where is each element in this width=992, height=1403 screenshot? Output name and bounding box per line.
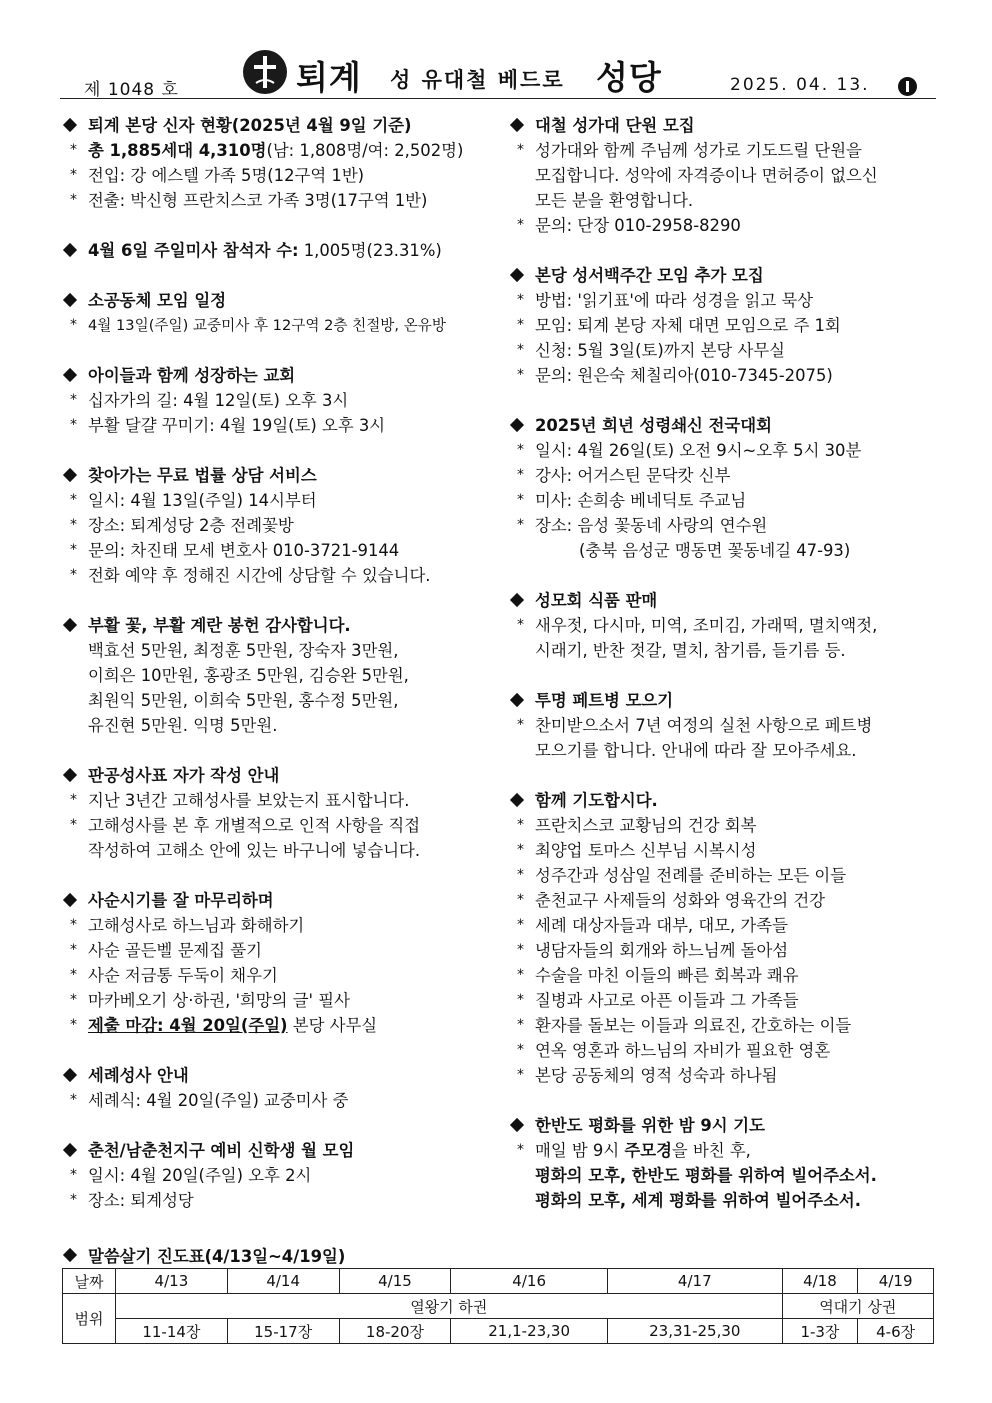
diamond-bullet-icon [510, 793, 524, 807]
list-item: 세례식: 4월 20일(주일) 교중미사 중 [88, 1091, 349, 1110]
list-item: 문의: 단장 010-2958-8290 [535, 216, 741, 235]
diamond-bullet-icon [510, 593, 524, 607]
date-cell: 4/15 [339, 1269, 451, 1294]
section-title: 투명 페트병 모으기 [535, 691, 674, 710]
prayer-item: 질병과 사고로 아픈 이들과 그 가족들 [535, 991, 799, 1010]
section-lent: 사순시기를 잘 마무리하며 * 고해성사로 하느님과 화해하기 * 사순 골든벨 문제집 풀기 * 사순 저금통 두둑이 채우기 * 마카베오기 상·하권, '희망의 글' 필사 * 제출 마감: 4월 20일(주일) 본당 사무실 [62, 888, 502, 1038]
section-title: 성모회 식품 판매 [535, 591, 658, 610]
prayer-intro-end: 을 바친 후, [671, 1141, 751, 1160]
attendance-value: 1,005명(23.31%) [298, 241, 442, 260]
chapter-cell: 23,31-25,30 [607, 1319, 782, 1344]
issue-number: 제 1048 호 [84, 80, 179, 100]
diamond-bullet-icon [63, 368, 77, 382]
list-item: 일시: 4월 26일(토) 오전 9시~오후 5시 30분 [535, 441, 862, 460]
diamond-bullet-icon [63, 1068, 77, 1082]
chapter-cell: 21,1-23,30 [451, 1319, 608, 1344]
deadline-place: 본당 사무실 [287, 1016, 378, 1035]
section-peace-prayer: 한반도 평화를 위한 밤 9시 기도 * 매일 밤 9시 주모경을 바친 후, 평화의 모후, 한반도 평화를 위하여 빌어주소서. 평화의 모후, 세계 평화를 위하여 빌어주소서. [509, 1113, 939, 1213]
address-line: (충북 음성군 맹동면 꽃동네길 47-93) [579, 541, 851, 560]
diamond-bullet-icon [63, 243, 77, 257]
section-title: 춘천/남춘천지구 예비 신학생 월 모임 [88, 1141, 355, 1160]
list-item: 사순 저금통 두둑이 채우기 [88, 966, 278, 985]
list-item: 일시: 4월 13일(주일) 14시부터 [88, 491, 317, 510]
list-item: 고해성사를 본 후 개별적으로 인적 사항을 직접 [88, 816, 421, 835]
diamond-bullet-icon [63, 893, 77, 907]
list-item: 고해성사로 하느님과 화해하기 [88, 916, 305, 935]
section-title: 판공성사표 자가 작성 안내 [88, 766, 280, 785]
list-item-continued: 작성하여 고해소 안에 있는 바구니에 넣습니다. [88, 841, 421, 860]
prayer-item: 프란치스코 교황님의 건강 회복 [535, 816, 757, 835]
list-item-continued: 모으기를 합니다. 안내에 따라 잘 모아주세요. [535, 741, 857, 760]
chapter-cell: 18-20장 [339, 1319, 451, 1344]
table-row [63, 1269, 934, 1294]
section-confession-card: 판공성사표 자가 작성 안내 * 지난 3년간 고해성사를 보았는지 표시합니다. * 고해성사를 본 후 개별적으로 인적 사항을 직접 작성하여 고해소 안에 있는 바구니에 넣습니다. [62, 763, 502, 863]
page-number-badge-icon [898, 77, 917, 96]
list-item-continued: 모든 분을 환영합니다. [535, 191, 694, 210]
diamond-bullet-icon [63, 468, 77, 482]
list-item: 전출: 박신형 프란치스코 가족 3명(17구역 1반) [88, 191, 428, 210]
header-divider [60, 98, 936, 99]
section-baptism: 세례성사 안내 * 세례식: 4월 20일(주일) 교중미사 중 [62, 1063, 502, 1113]
date-cell: 4/13 [116, 1269, 228, 1294]
section-title: 2025년 희년 성령쇄신 전국대회 [535, 416, 772, 435]
list-item: 장소: 음성 꽃동네 사랑의 연수원 [535, 516, 768, 535]
chapter-cell: 11-14장 [116, 1319, 228, 1344]
donor-line: 최원익 5만원, 이희숙 5만원, 홍수정 5만원, [88, 691, 399, 710]
schedule-title [62, 1243, 345, 1267]
section-title: 소공동체 모임 일정 [88, 291, 227, 310]
section-title: 세례성사 안내 [88, 1066, 189, 1085]
section-pet-bottles: 투명 페트병 모으기 * 찬미받으소서 7년 여정의 실천 사항으로 페트병 모으기를 합니다. 안내에 따라 잘 모아주세요. [509, 688, 939, 763]
prayer-item: 최양업 토마스 신부님 시복시성 [535, 841, 757, 860]
list-item: 성가대와 함께 주님께 성가로 기도드릴 단원을 [535, 141, 862, 160]
section-parish-stats: 퇴계 본당 신자 현황(2025년 4월 9일 기준) * 총 1,885세대 4,310명(남: 1,808명/여: 2,502명) * 전입: 강 에스텔 가족 5명(12구역 1반) * 전출: 박신형 프란치스코 가족 3명(17구역 1반) [62, 113, 502, 213]
donor-line: 유진현 5만원. 익명 5만원. [88, 716, 278, 735]
book-cell: 열왕기 하권 [116, 1294, 783, 1319]
section-children: 아이들과 함께 성장하는 교회 * 십자가의 길: 4월 12일(토) 오후 3시 * 부활 달걀 꾸미기: 4월 19일(토) 오후 3시 [62, 363, 502, 438]
title-main: 퇴계 [296, 58, 362, 97]
list-item: 일시: 4월 20일(주일) 오후 2시 [88, 1166, 312, 1185]
diamond-bullet-icon [510, 1118, 524, 1132]
peace-prayer-line: 평화의 모후, 세계 평화를 위하여 빌어주소서. [535, 1191, 861, 1210]
section-seminarian: 춘천/남춘천지구 예비 신학생 월 모임 * 일시: 4월 20일(주일) 오후 2시 * 장소: 퇴계성당 [62, 1138, 502, 1213]
list-item: 신청: 5월 3일(토)까지 본당 사무실 [535, 341, 786, 360]
list-item-continued: 모집합니다. 성악에 자격증이나 면허증이 없으신 [535, 166, 878, 185]
peace-prayer-line: 평화의 모후, 한반도 평화를 위하여 빌어주소서. [535, 1166, 877, 1185]
list-item: 장소: 퇴계성당 [88, 1191, 194, 1210]
section-renewal-conference: 2025년 희년 성령쇄신 전국대회 * 일시: 4월 26일(토) 오전 9시~오후 5시 30분 * 강사: 어거스틴 문닥캇 신부 * 미사: 손희송 베네딕토 주교님 * 장소: 음성 꽃동네 사랑의 연수원 (충북 음성군 맹동면 꽃동네길 47-93) [509, 413, 939, 563]
deadline: 제출 마감: 4월 20일(주일) [88, 1016, 288, 1035]
section-bible-study: 본당 성서백주간 모임 추가 모집 * 방법: '읽기표'에 따라 성경을 읽고 묵상 * 모임: 퇴계 본당 자체 대면 모임으로 주 1회 * 신청: 5월 3일(토)까지 본당 사무실 * 문의: 원은숙 체칠리아(010-7345-2075) [509, 263, 939, 388]
table-row [63, 1294, 934, 1319]
list-item: 마카베오기 상·하권, '희망의 글' 필사 [88, 991, 350, 1010]
list-item: 전입: 강 에스텔 가족 5명(12구역 1반) [88, 166, 365, 185]
list-item: 방법: '읽기표'에 따라 성경을 읽고 묵상 [535, 291, 814, 310]
diamond-bullet-icon [510, 118, 524, 132]
diamond-bullet-icon [63, 293, 77, 307]
section-title: 찾아가는 무료 법률 상담 서비스 [88, 466, 317, 485]
diamond-bullet-icon [510, 693, 524, 707]
section-prayers: 함께 기도합시다. * 프란치스코 교황님의 건강 회복 * 최양업 토마스 신부님 시복시성 * 성주간과 성삼일 전례를 준비하는 모든 이들 * 춘천교구 사제들의 성화와 영육간의 건강 * 세례 대상자들과 대부, 대모, 가족들 * 냉담자들의 회개와 하느님께 돌아섬 * 수술을 마친 이들의 빠른 회복과 쾌유 * 질병과 사고로 아픈 이들과 그 가족들 * 환자를 돌보는 이들과 의료진, 간호하는 이들 * 연옥 영혼과 하느님의 자비가 필요한 영혼 * 본당 공동체의 영적 성숙과 하나됨 [509, 788, 939, 1088]
prayer-intro: 매일 밤 9시 [535, 1141, 625, 1160]
diamond-bullet-icon [63, 1248, 77, 1262]
prayer-item: 성주간과 성삼일 전례를 준비하는 모든 이들 [535, 866, 847, 885]
stats-total: 총 1,885세대 4,310명 [88, 141, 267, 160]
prayer-item: 세례 대상자들과 대부, 대모, 가족들 [535, 916, 788, 935]
prayer-item: 수술을 마친 이들의 빠른 회복과 쾌유 [535, 966, 799, 985]
section-small-community: 소공동체 모임 일정 * 4월 13일(주일) 교중미사 후 12구역 2층 친절방, 온유방 [62, 288, 502, 338]
section-choir: 대철 성가대 단원 모집 * 성가대와 함께 주님께 성가로 기도드릴 단원을 모집합니다. 성악에 자격증이나 면허증이 없으신 모든 분을 환영합니다. * 문의: 단장 010-2958-8290 [509, 113, 939, 238]
prayer-item: 연옥 영혼과 하느님의 자비가 필요한 영혼 [535, 1041, 831, 1060]
range-label: 범위 [63, 1294, 116, 1344]
stats-detail: (남: 1,808명/여: 2,502명) [266, 141, 464, 160]
left-column [62, 113, 502, 1238]
section-legal-service: 찾아가는 무료 법률 상담 서비스 * 일시: 4월 13일(주일) 14시부터 * 장소: 퇴계성당 2층 전례꽃방 * 문의: 차진태 모세 변호사 010-3721-9144 * 전화 예약 후 정해진 시간에 상담할 수 있습니다. [62, 463, 502, 588]
list-item: 찬미받으소서 7년 여정의 실천 사항으로 페트병 [535, 716, 873, 735]
date-cell: 4/18 [782, 1269, 858, 1294]
date-cell: 4/14 [227, 1269, 339, 1294]
section-title: 퇴계 본당 신자 현황(2025년 4월 9일 기준) [88, 116, 412, 135]
prayer-item: 환자를 돌보는 이들과 의료진, 간호하는 이들 [535, 1016, 852, 1035]
date-cell: 4/17 [607, 1269, 782, 1294]
parish-logo [243, 50, 287, 94]
cross-icon [243, 50, 287, 94]
section-food-sale: 성모회 식품 판매 * 새우젓, 다시마, 미역, 조미김, 가래떡, 멸치액젓, 시래기, 반찬 젓갈, 멸치, 참기름, 들기름 등. [509, 588, 939, 663]
prayer-item: 본당 공동체의 영적 성숙과 하나됨 [535, 1066, 778, 1085]
list-item: 미사: 손희송 베네딕토 주교님 [535, 491, 747, 510]
list-item: 사순 골든벨 문제집 풀기 [88, 941, 262, 960]
table-row [63, 1319, 934, 1344]
diamond-bullet-icon [63, 768, 77, 782]
diamond-bullet-icon [63, 618, 77, 632]
list-item: 4월 13일(주일) 교중미사 후 12구역 2층 친절방, 온유방 [88, 317, 446, 334]
section-title: 부활 꽃, 부활 계란 봉헌 감사합니다. [88, 616, 351, 635]
section-title: 4월 6일 주일미사 참석자 수: [88, 241, 299, 260]
list-item-continued: 시래기, 반찬 젓갈, 멸치, 참기름, 들기름 등. [535, 641, 846, 660]
donor-line: 이희은 10만원, 홍광조 5만원, 김승완 5만원, [88, 666, 409, 685]
chapter-cell: 4-6장 [858, 1319, 934, 1344]
donor-line: 백효선 5만원, 최정훈 5만원, 장숙자 3만원, [88, 641, 399, 660]
chapter-cell: 15-17장 [227, 1319, 339, 1344]
section-title: 함께 기도합시다. [535, 791, 658, 810]
list-item: 부활 달걀 꾸미기: 4월 19일(토) 오후 3시 [88, 416, 386, 435]
schedule-title-text: 말씀살기 진도표(4/13일~4/19일) [88, 1247, 346, 1266]
section-easter-thanks [62, 613, 502, 738]
list-item: 지난 3년간 고해성사를 보았는지 표시합니다. [88, 791, 410, 810]
prayer-item: 냉담자들의 회개와 하느님께 돌아섬 [535, 941, 789, 960]
section-title: 본당 성서백주간 모임 추가 모집 [535, 266, 764, 285]
book-cell: 역대기 상권 [782, 1294, 933, 1319]
diamond-bullet-icon [63, 1143, 77, 1157]
section-mass-attendance [62, 238, 502, 263]
list-item: 십자가의 길: 4월 12일(토) 오후 3시 [88, 391, 349, 410]
title-end: 성당 [596, 58, 662, 97]
date-label: 날짜 [63, 1269, 116, 1294]
section-title: 대철 성가대 단원 모집 [535, 116, 695, 135]
diamond-bullet-icon [510, 418, 524, 432]
list-item: 장소: 퇴계성당 2층 전례꽃방 [88, 516, 294, 535]
header [60, 50, 936, 100]
issue-date: 2025. 04. 13. [730, 75, 870, 95]
section-title: 한반도 평화를 위한 밤 9시 기도 [535, 1116, 765, 1135]
diamond-bullet-icon [510, 268, 524, 282]
title-sub: 성 유대철 베드로 [390, 68, 565, 92]
date-cell: 4/19 [858, 1269, 934, 1294]
section-title: 사순시기를 잘 마무리하며 [88, 891, 274, 910]
right-column [509, 113, 939, 1238]
prayer-item: 춘천교구 사제들의 성화와 영육간의 건강 [535, 891, 826, 910]
list-item: 모임: 퇴계 본당 자체 대면 모임으로 주 1회 [535, 316, 841, 335]
prayer-name: 주모경 [624, 1141, 672, 1160]
date-cell: 4/16 [451, 1269, 608, 1294]
list-item: 강사: 어거스틴 문닥캇 신부 [535, 466, 731, 485]
list-item: 전화 예약 후 정해진 시간에 상담할 수 있습니다. [88, 566, 431, 585]
reading-schedule-table [62, 1268, 934, 1344]
list-item: 문의: 차진태 모세 변호사 010-3721-9144 [88, 541, 400, 560]
section-title: 아이들과 함께 성장하는 교회 [88, 366, 296, 385]
list-item: 새우젓, 다시마, 미역, 조미김, 가래떡, 멸치액젓, [535, 616, 878, 635]
diamond-bullet-icon [63, 118, 77, 132]
list-item: 문의: 원은숙 체칠리아(010-7345-2075) [535, 366, 833, 385]
chapter-cell: 1-3장 [782, 1319, 858, 1344]
